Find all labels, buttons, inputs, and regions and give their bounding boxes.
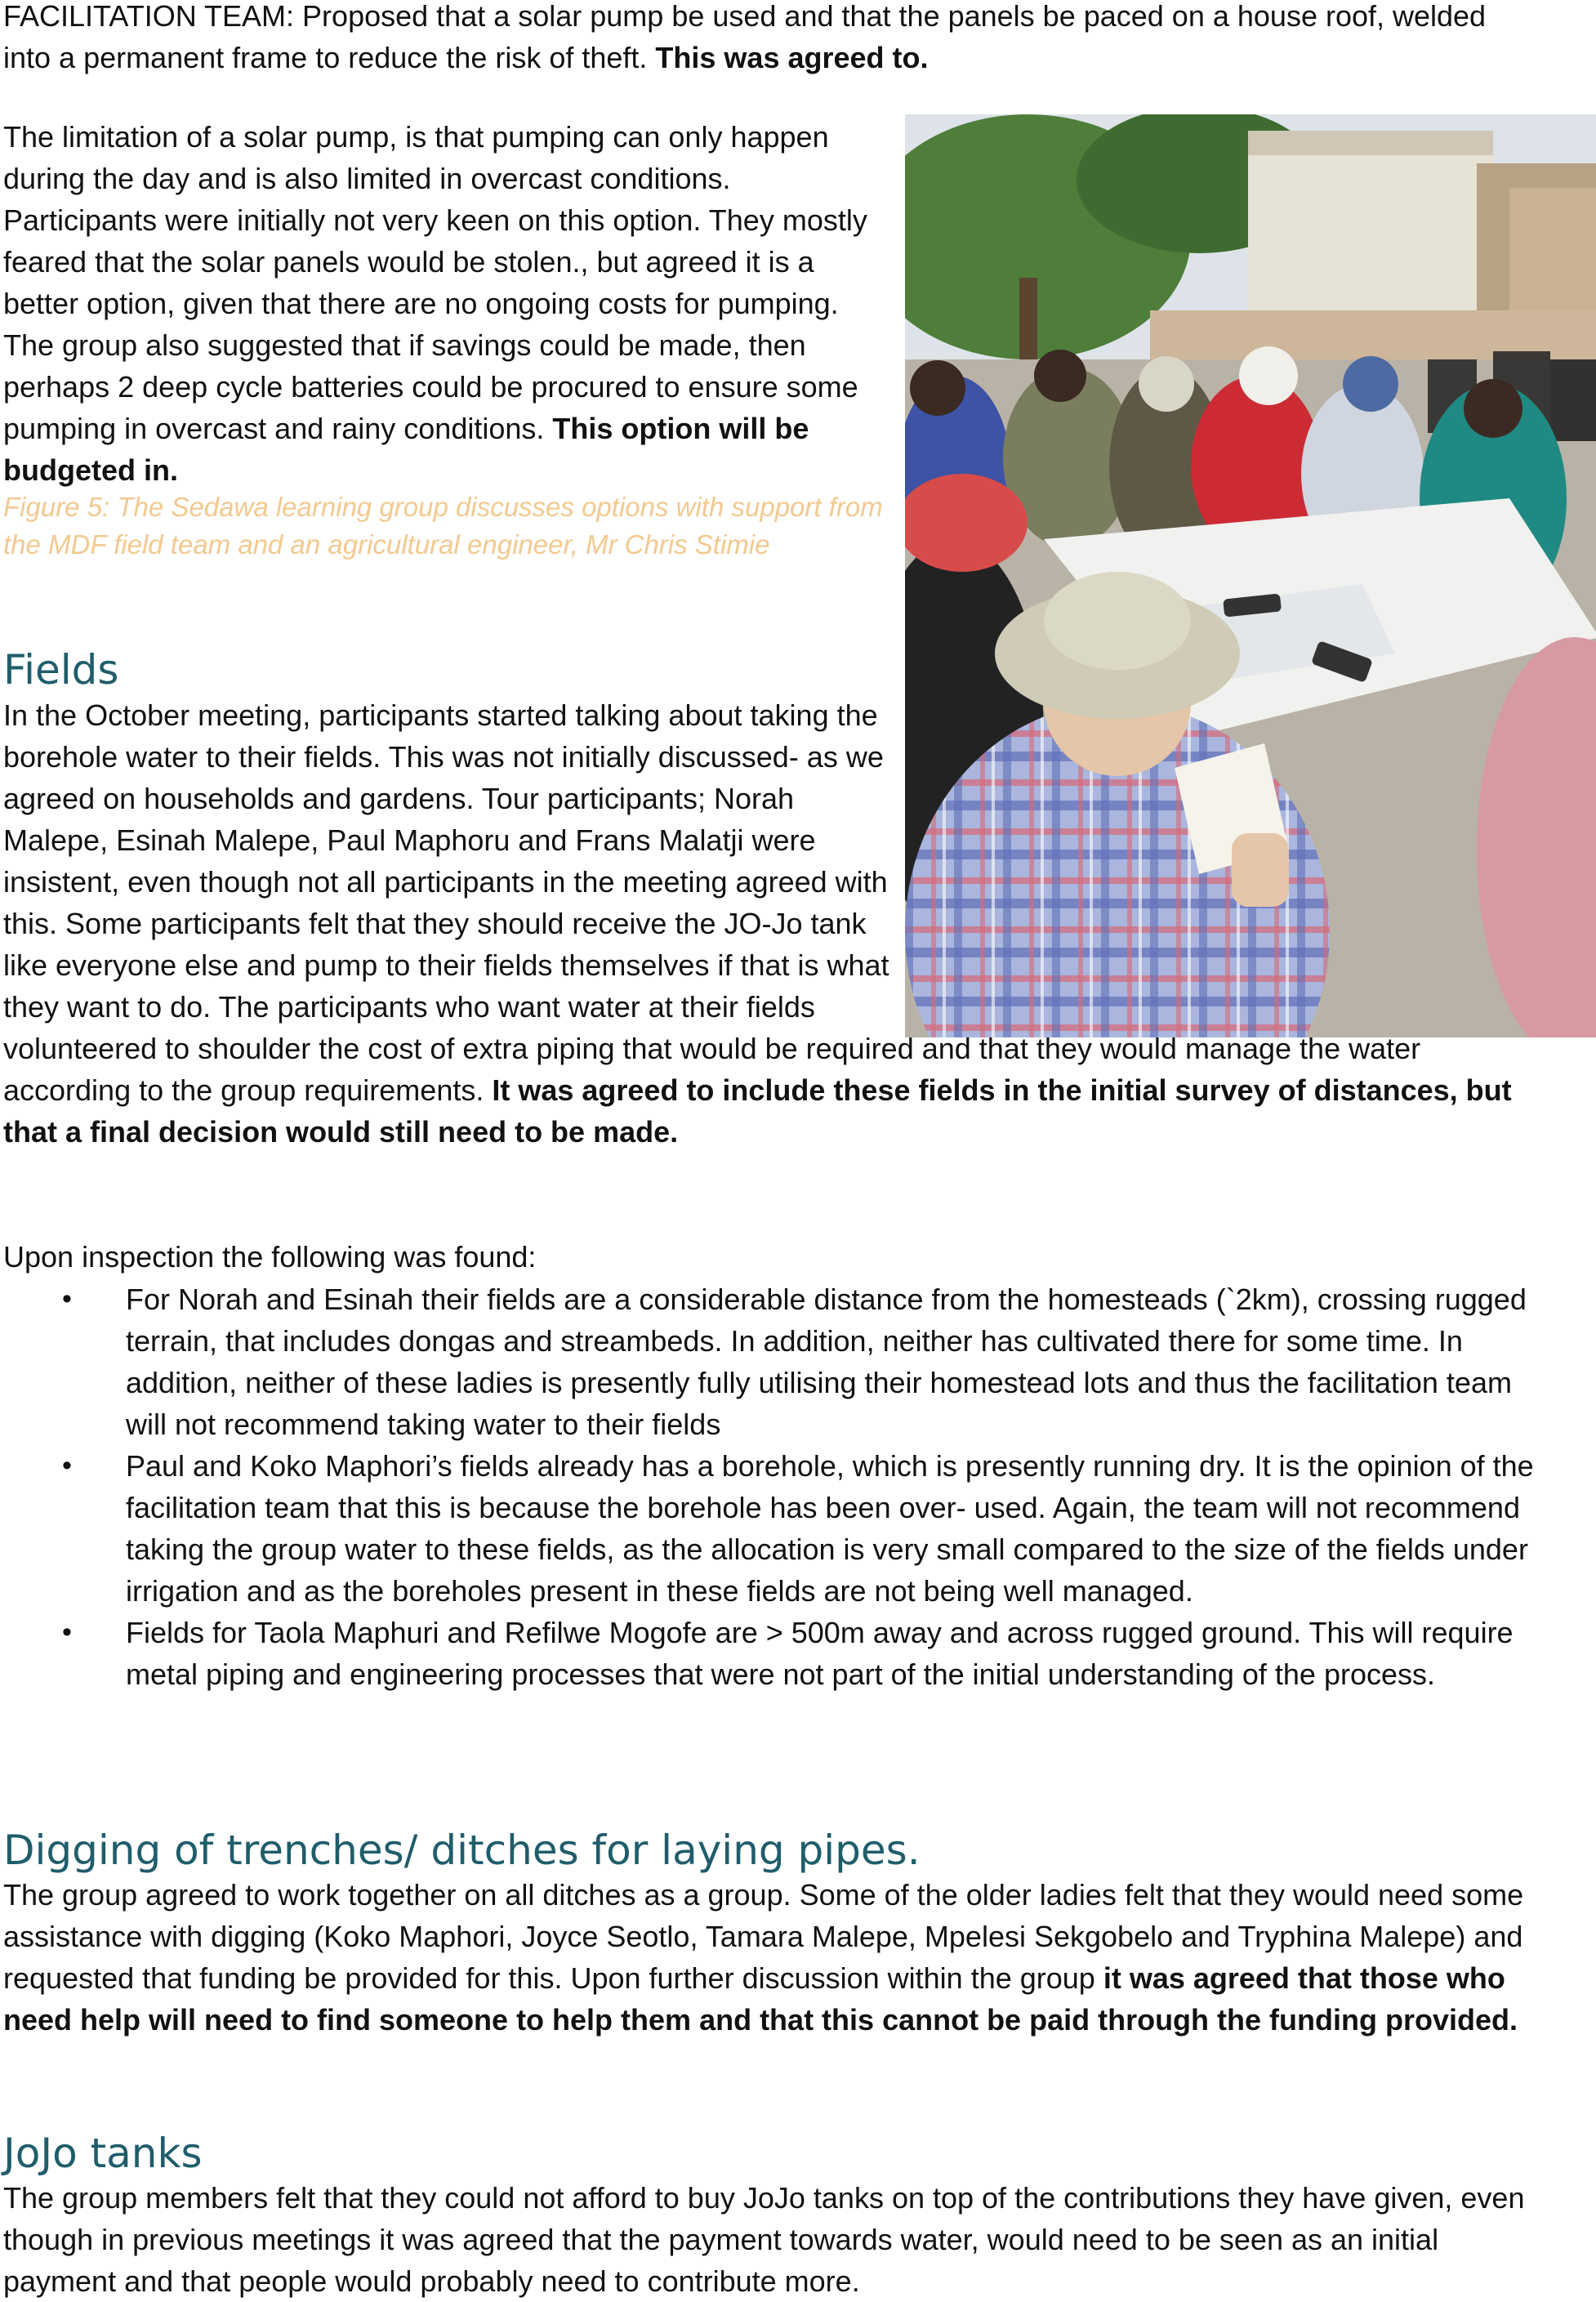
- paragraph-facilitation-team: [3, 0, 1539, 78]
- fields-text-wide: volunteered to shoulder the cost of extra piping that would be required and that they would manage the water according to the group requirements.: [3, 1032, 1421, 1107]
- inspection-intro: Upon inspection the following was found:: [3, 1240, 537, 1274]
- section-heading-digging: Digging of trenches/ ditches for laying pipes.: [3, 1827, 921, 1874]
- facilitation-text: FACILITATION TEAM: Proposed that a solar pump be used and that the panels be paced on a house roof, welded into a permanent frame to reduce the risk of theft.: [3, 0, 1487, 74]
- paragraph-jojo: The group members felt that they could not afford to buy JoJo tanks on top of the contributions they have given, even though in previous meetings it was agreed that the payment towards water, would need to be seen as an initial payment and that people would probably need to contribute more.: [3, 2181, 1525, 2298]
- limitation-text: The limitation of a solar pump, is that pumping can only happen during the day and is also limited in overcast conditions. Participants were initially not very keen on this option. They mostly feared that the solar panels would be stolen., but agreed it is a better option, given that there are no ongoing costs for pumping. The group also suggested that if savings could be made, then perhaps 2 deep cycle batteries could be procured to ensure some pumping in overcast and rainy conditions.: [3, 120, 867, 445]
- bullet-icon: •: [62, 1617, 72, 1648]
- paragraph-fields: [3, 694, 1539, 1153]
- paragraph-digging: [3, 1874, 1539, 2041]
- fields-agreed: It was agreed to include these fields in the initial survey of distances, but that a final decision would still need to be made.: [3, 1073, 1512, 1149]
- digging-agreed: it was agreed that those who need help will need to find someone to help them and that this cannot be paid through the funding provided.: [3, 1961, 1518, 2037]
- list-item: [3, 1278, 1547, 1445]
- list-item: [3, 1445, 1547, 1612]
- finding-text: Fields for Taola Maphuri and Refilwe Mogofe are > 500m away and across rugged ground. This will require metal piping and engineering processes that were not part of the initial understanding of the process.: [126, 1616, 1514, 1691]
- limitation-budgeted: This option will be budgeted in.: [3, 412, 809, 487]
- bullet-icon: •: [62, 1283, 72, 1314]
- section-heading-fields: Fields: [3, 646, 119, 694]
- facilitation-agreed: This was agreed to.: [655, 41, 929, 74]
- finding-text: Paul and Koko Maphori’s fields already has a borehole, which is presently running dry. It is the opinion of the facilitation team that this is because the borehole has been over- used. Again, the team will not recommend taking the group water to these fields, as the allocation is very small compared to the size of the fields under irrigation and as the boreholes present in these fields are not being well managed.: [126, 1449, 1534, 1608]
- finding-text: For Norah and Esinah their fields are a considerable distance from the homesteads (`2km), crossing rugged terrain, that includes dongas and streambeds. In addition, neither has cultivated there for some time. In addition, neither of these ladies is presently fully utilising their homestead lots and thus the facilitation team will not recommend taking water to their fields: [126, 1283, 1527, 1441]
- findings-list: [3, 1278, 1547, 1695]
- digging-text: The group agreed to work together on all ditches as a group. Some of the older ladies felt that they would need some assistance with digging (Koko Maphori, Joyce Seotlo, Tamara Malepe, Mpelesi Sekgobelo and Tryphina Malepe) and requested that funding be provided for this. Upon further discussion within the group: [3, 1878, 1524, 1995]
- list-item: [3, 1612, 1547, 1695]
- fields-text-narrow: In the October meeting, participants started talking about taking the borehole water to their fields. This was not initially discussed- as we agreed on households and gardens. Tour participants; Norah Malepe, Esinah Malepe, Paul Maphoru and Frans Malatji were insistent, even though not all participants in the meeting agreed with this. Some participants felt that they should receive the JO-Jo tank like everyone else and pump to their fields themselves if that is what they want to do. The participants who want water at their fields: [3, 698, 889, 1024]
- section-heading-jojo: JoJo tanks: [3, 2130, 203, 2177]
- bullet-icon: •: [62, 1450, 72, 1481]
- figure-caption: Figure 5: The Sedawa learning group discusses options with support from the MDF field team and an agricultural engineer, Mr Chris Stimie: [3, 492, 883, 560]
- paragraph-solar-limitation: [3, 116, 885, 491]
